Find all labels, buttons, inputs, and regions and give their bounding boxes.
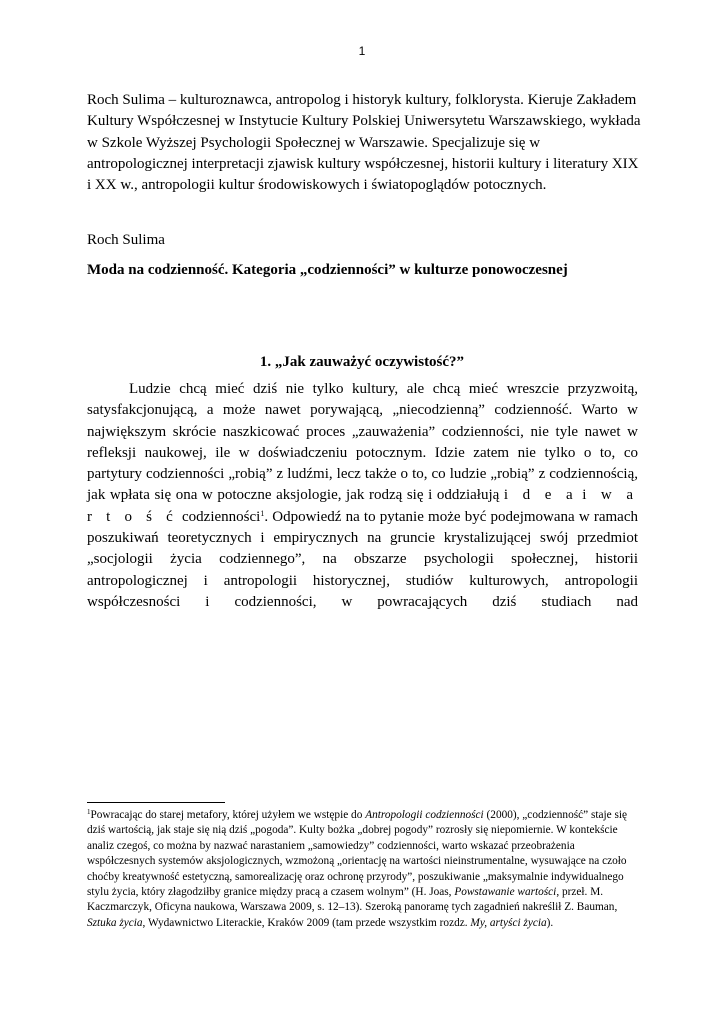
body-text-part2: codzienności	[182, 508, 261, 525]
footnote-text: , Wydawnictwo Literackie, Kraków 2009 (tam przede wszystkim rozdz.	[142, 916, 471, 929]
article-author: Roch Sulima	[87, 232, 165, 248]
page-number: 1	[358, 44, 366, 58]
footnote-text: Powracając do starej metafory, której użyłem we wstępie do	[90, 809, 366, 821]
footnote-book-title: Sztuka życia	[87, 916, 143, 929]
footnote-marker: 1	[87, 808, 91, 816]
spaced-emphasis-idea: i d e a	[503, 487, 578, 504]
footnote-separator	[87, 802, 225, 803]
body-text-part3: . Odpowiedź na to pytanie może być podejmowana w ramach poszukiwań teoretycznych i empirycznych na gruncie krystalizującej swój przedmiot „socjologii życia codziennego”, na obszarze psychologii społecznej, historii antropologicznej i antropologii historycznej, studiów kulturowych, antropologii współczesności i codzienności, w powracających dziś studiach nad	[87, 508, 638, 610]
footnote-chapter-title: My, artyści życia	[470, 916, 547, 929]
footnote-book-title: Antropologii codzienności	[365, 809, 484, 821]
footnote	[87, 808, 635, 931]
body-paragraph	[87, 379, 638, 613]
footnote-reference[interactable]: 1	[260, 508, 265, 518]
footnote-text: ).	[546, 916, 554, 929]
footnote-text: (2000), „codzienność” staje się dziś wartością, jak staje się nią dziś „pogoda”. Kulty bożka „dobrej pogody” rozrosły się niepomiernie. W kontekście analiz czegoś, co można by nazwać narastaniem „samowiedzy” codzienności, warto wskazać przeobrażenia współczesnych systemów aksjologicznych, wzmożoną „orientację na wartości nieinstrumentalne, wysuwające na czoło choćby kreatywność estetyczną, samorealizację oraz ochronę przyrody”, poszukiwanie „maksymalnie indywidualnego stylu życia, który złagodziłby granice między pracą a czasem wolnym” (H. Joas,	[87, 809, 628, 899]
section-heading: 1. „Jak zauważyć oczywistość?”	[259, 354, 465, 370]
footnote-text: , przeł. M. Kaczmarczyk, Oficyna naukowa, Warszawa 2009, s. 12–13). Szeroką panoramę tych zagadnień nakreślił Z. Bauman,	[87, 886, 618, 914]
article-title: Moda na codzienność. Kategoria „codzienności” w kulturze ponowoczesnej	[87, 262, 568, 278]
spaced-emphasis-wartosc: i w a r t o ś ć	[87, 487, 638, 525]
body-text-part1: Ludzie chcą mieć dziś nie tylko kultury, ale chcą mieć wreszcie przyzwoitą, satysfakcjonującą, a może nawet porywającą, „niecodzienną” codzienność. Warto w największym skrócie naszkicować proces „zauważenia” codzienności, nie tyle nawet w refleksji naukowej, ile w doświadczeniu potocznym. Idzie zatem nie tylko o to, co partytury codzienności „robią” z ludźmi, lecz także o to, co ludzie „robią” z codziennością, jak wpłata się ona w potoczne aksjologie, jak rodzą się i oddziałują	[87, 381, 638, 504]
author-bio: Roch Sulima – kulturoznawca, antropolog i historyk kultury, folklorysta. Kieruje Zakładem Kultury Współczesnej w Instytucie Kultury Polskiej Uniwersytetu Warszawskiego, wykłada w Szkole Wyższej Psychologii Społecznej w Warszawie. Specjalizuje się w antropologicznej interpretacji zjawisk kultury współczesnej, historii kultury i literatury XIX i XX w., antropologii kultur środowiskowych i światopoglądów potocznych.	[87, 92, 641, 194]
footnote-book-title: Powstawanie wartości	[454, 886, 557, 899]
